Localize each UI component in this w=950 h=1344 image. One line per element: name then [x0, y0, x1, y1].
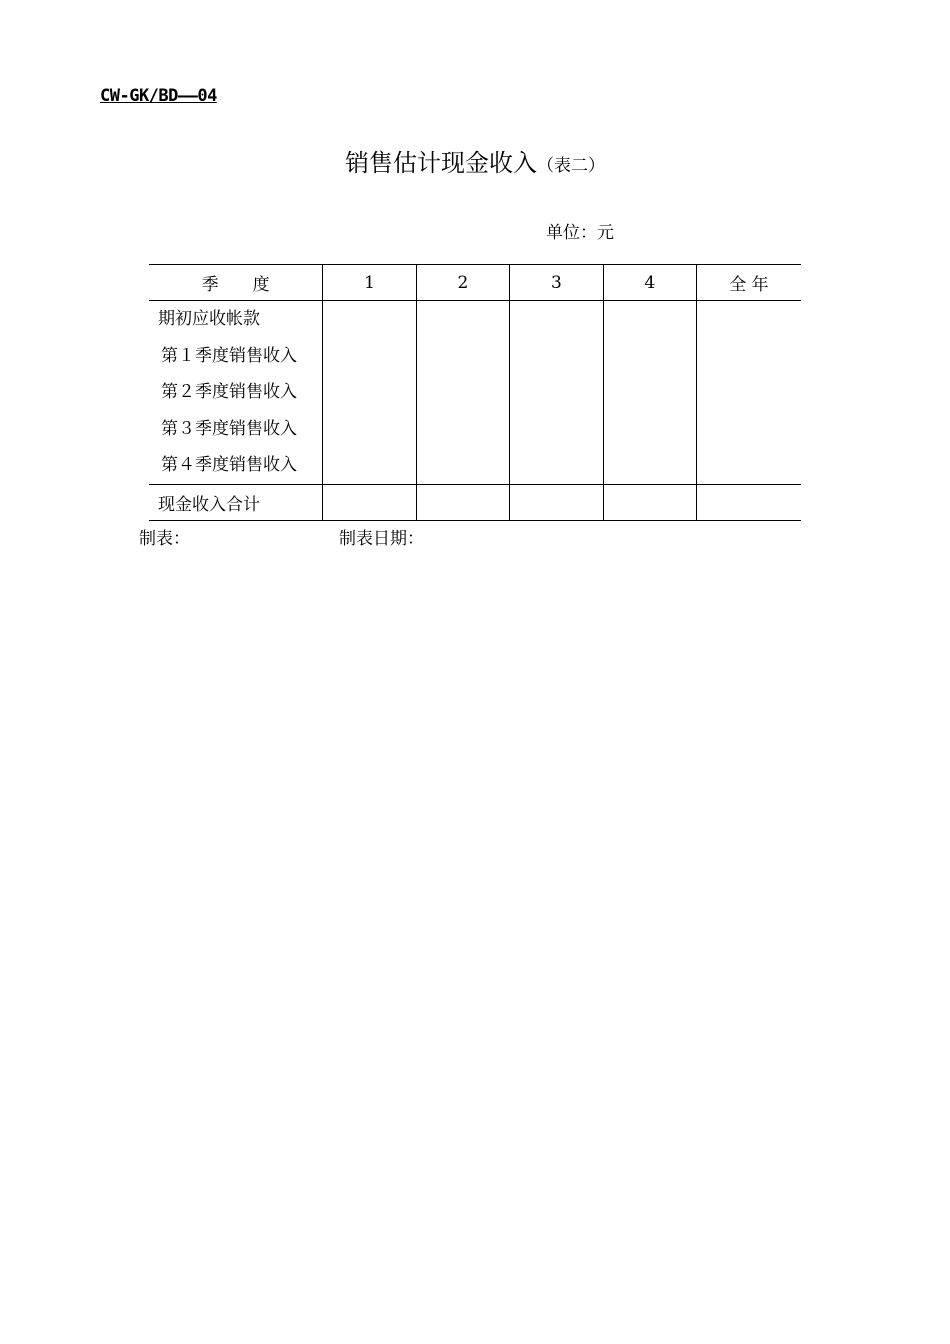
total-cell-q3[interactable] — [510, 484, 603, 520]
page-title — [0, 143, 950, 178]
detail-cell-full-year[interactable] — [696, 301, 801, 485]
row-label-q4-sales: 第４季度销售收入 — [161, 455, 297, 476]
date-label: 制表日期： — [339, 529, 424, 549]
row-label-opening-receivables: 期初应收帐款 — [158, 309, 260, 329]
detail-row — [149, 301, 801, 485]
header-q3: 3 — [510, 265, 603, 301]
title-sub: （表二） — [537, 156, 605, 176]
row-label-total-cash: 现金收入合计 — [149, 484, 323, 520]
row-label-q3-sales: 第３季度销售收入 — [161, 418, 297, 439]
total-cell-q1[interactable] — [323, 484, 416, 520]
detail-cell-q3[interactable] — [510, 301, 603, 485]
header-q1: 1 — [323, 265, 416, 301]
detail-cell-q4[interactable] — [603, 301, 696, 485]
maker-label: 制表： — [139, 529, 190, 549]
detail-cell-q1[interactable] — [323, 301, 416, 485]
row-label-q2-sales: 第２季度销售收入 — [161, 382, 297, 403]
header-q2: 2 — [416, 265, 509, 301]
detail-cell-q2[interactable] — [416, 301, 509, 485]
header-full-year: 全 年 — [696, 265, 801, 301]
title-main: 销售估计现金收入 — [345, 149, 537, 177]
total-row — [149, 484, 801, 520]
detail-labels — [149, 301, 323, 485]
total-cell-full-year[interactable] — [696, 484, 801, 520]
header-row — [149, 265, 801, 301]
cash-receipts-table — [149, 264, 801, 521]
unit-label: 单位：元 — [546, 223, 614, 243]
header-q4: 4 — [603, 265, 696, 301]
header-quarter: 季 度 — [149, 265, 323, 301]
document-code: CW-GK/BD——04 — [100, 86, 217, 106]
total-cell-q4[interactable] — [603, 484, 696, 520]
total-cell-q2[interactable] — [416, 484, 509, 520]
row-label-q1-sales: 第１季度销售收入 — [161, 345, 297, 366]
